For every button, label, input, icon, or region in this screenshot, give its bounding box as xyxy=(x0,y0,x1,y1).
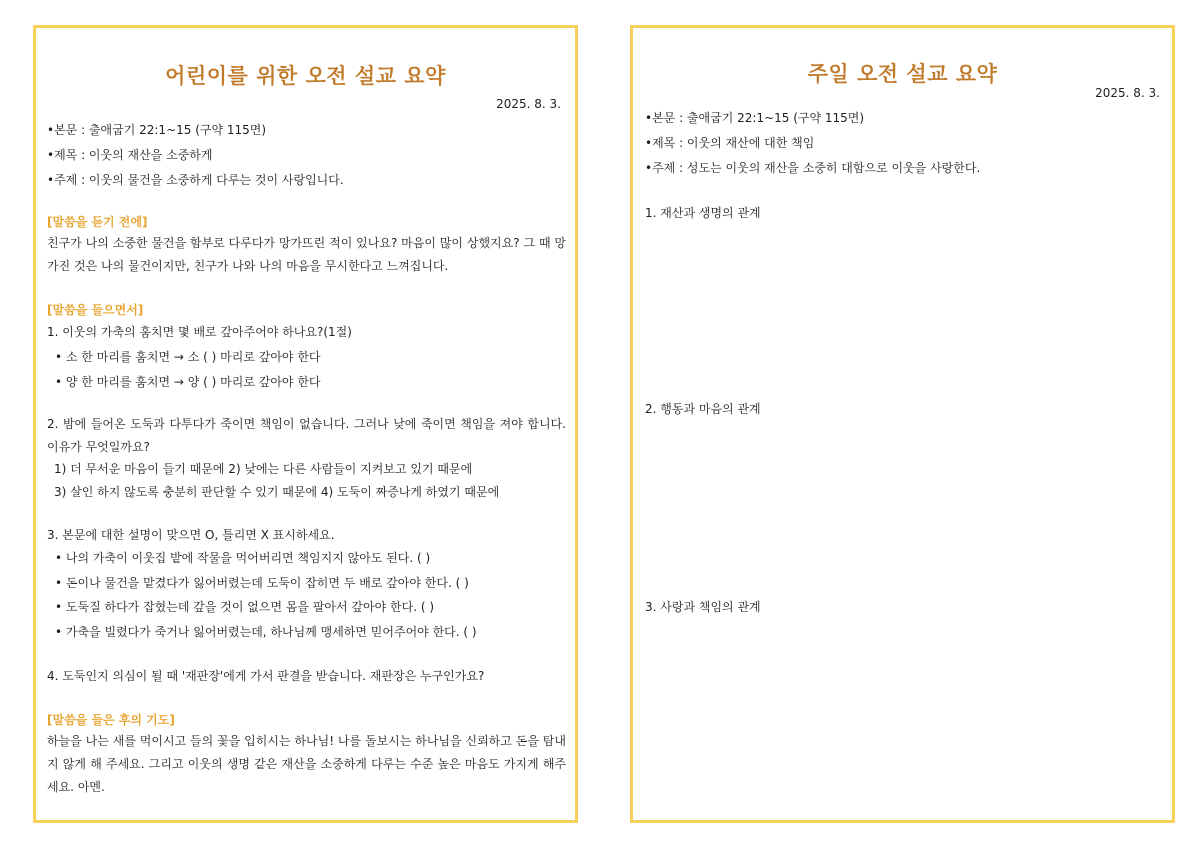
question-3: 3. 본문에 대한 설명이 맞으면 O, 틀리면 X 표시하세요. xyxy=(47,528,335,542)
title-line: •제목 : 이웃의 재산을 소중하게 xyxy=(47,148,213,162)
question-4: 4. 도둑인지 의심이 될 때 '재판장'에게 가서 판결을 받습니다. 재판장은 누구인가요? xyxy=(47,669,485,683)
question-3-item-4: • 가축을 빌렸다가 죽거나 잃어버렸는데, 하나님께 맹세하면 믿어주어야 한다. ( ) xyxy=(55,625,477,639)
page-title: 주일 오전 설교 요약 xyxy=(807,62,998,86)
question-1: 1. 이웃의 가축의 훔치면 몇 배로 갚아주어야 하나요?(1절) xyxy=(47,325,352,339)
question-3-item-2: • 돈이나 물건을 맡겼다가 잃어버렸는데 도둑이 잡히면 두 배로 갚아야 한다. ( ) xyxy=(55,576,469,590)
theme-line: •주제 : 이웃의 물건을 소중하게 다루는 것이 사랑입니다. xyxy=(47,173,344,187)
intro-paragraph: 친구가 나의 소중한 물건을 함부로 다루다가 망가뜨린 적이 있나요? 마음이 많이 상했지요? 그 때 망가진 것은 나의 물건이지만, 친구가 나와 나의 마음을 무시한다고 느껴집니다. xyxy=(47,236,566,273)
sermon-date: 2025. 8. 3. xyxy=(496,97,561,111)
outline-point-3: 3. 사랑과 책임의 관계 xyxy=(645,600,761,614)
question-3-item-3: • 도둑질 하다가 잡혔는데 갚을 것이 없으면 몸을 팔아서 갚아야 한다. ( ) xyxy=(55,600,435,614)
question-2-options-row1: 1) 더 무서운 마음이 들기 때문에 2) 낮에는 다른 사람들이 지켜보고 있기 때문에 xyxy=(54,462,473,476)
scripture-line: •본문 : 출애굽기 22:1~15 (구약 115면) xyxy=(47,123,267,137)
prayer-paragraph: 하늘을 나는 새를 먹이시고 들의 꽃을 입히시는 하나님! 나를 돌보시는 하나님을 신뢰하고 돈을 탐내지 않게 해 주세요. 그리고 이웃의 생명 같은 재산을 소중하게 다루는 수준 높은 마음도 가지게 해주세요. 아멘. xyxy=(47,734,566,794)
childrens-sermon-page xyxy=(33,25,578,823)
sermon-date: 2025. 8. 3. xyxy=(1095,86,1160,100)
sunday-sermon-page xyxy=(630,25,1175,823)
page-title: 어린이를 위한 오전 설교 요약 xyxy=(165,64,446,88)
title-line: •제목 : 이웃의 재산에 대한 책임 xyxy=(645,136,815,150)
outline-point-2: 2. 행동과 마음의 관계 xyxy=(645,402,761,416)
section-before-heading: [말씀을 듣기 전에] xyxy=(47,215,148,229)
theme-line: •주제 : 성도는 이웃의 재산을 소중히 대함으로 이웃을 사랑한다. xyxy=(645,161,981,175)
question-2: 2. 밤에 들어온 도둑과 다투다가 죽이면 책임이 없습니다. 그러나 낮에 죽이면 책임을 져야 합니다. 이유가 무엇일까요? xyxy=(47,417,566,454)
question-2-options-row2: 3) 살인 하지 않도록 충분히 판단할 수 있기 때문에 4) 도둑이 짜증나게 하였기 때문에 xyxy=(54,485,500,499)
section-prayer-heading: [말씀을 들은 후의 기도] xyxy=(47,713,175,727)
question-1-item-sheep: • 양 한 마리를 훔치면 → 양 ( ) 마리로 갚아야 한다 xyxy=(55,375,321,389)
scripture-line: •본문 : 출애굽기 22:1~15 (구약 115면) xyxy=(645,111,865,125)
outline-point-1: 1. 재산과 생명의 관계 xyxy=(645,206,761,220)
section-during-heading: [말씀을 들으면서] xyxy=(47,303,144,317)
question-1-item-ox: • 소 한 마리를 훔치면 → 소 ( ) 마리로 갚아야 한다 xyxy=(55,350,321,364)
question-3-item-1: • 나의 가축이 이웃집 밭에 작물을 먹어버리면 책임지지 않아도 된다. ( ) xyxy=(55,551,431,565)
